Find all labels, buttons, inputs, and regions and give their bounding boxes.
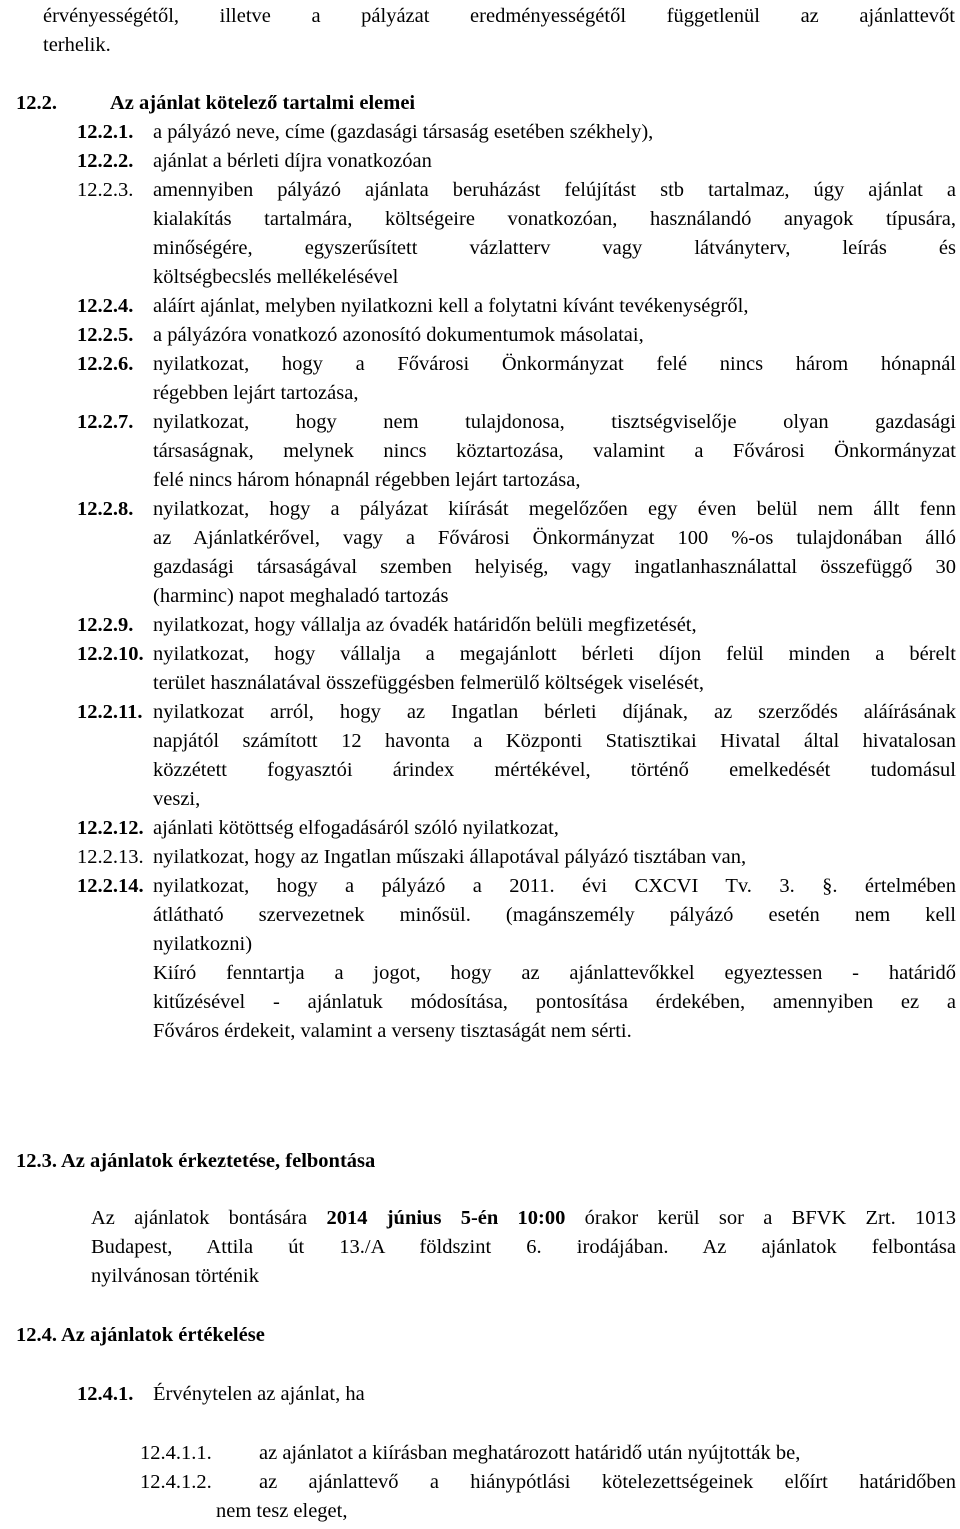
- requirement-number: 12.2.10.: [77, 643, 144, 665]
- requirement-text: [153, 118, 956, 147]
- requirement-text: [153, 350, 956, 408]
- requirement-text-line: nyilatkozat, hogy nem tulajdonosa, tisztségviselője olyan gazdasági: [153, 411, 956, 433]
- opening-date: 2014 június 5-én 10:00: [326, 1207, 566, 1229]
- requirement-text-line: nyilatkozni): [153, 933, 253, 955]
- requirement-text-line: közzétett fogyasztói árindex mértékével, történő emelkedését tudomásul: [153, 759, 956, 781]
- requirement-number: 12.2.7.: [77, 411, 134, 433]
- requirement-text-line: ajánlat a bérleti díjra vonatkozóan: [153, 150, 432, 172]
- item-12-4-1-1-text: az ajánlatot a kiírásban meghatározott határidő után nyújtották be,: [259, 1442, 801, 1464]
- item-12-4-1-2-number: 12.4.1.2.: [140, 1471, 212, 1493]
- section-12-4-1-text: Érvénytelen az ajánlat, ha: [153, 1383, 365, 1405]
- para-post: órakor kerül sor a BFVK Zrt. 1013: [565, 1207, 956, 1229]
- requirement-text: [153, 321, 956, 350]
- requirement-text: [153, 843, 956, 872]
- requirement-text: [153, 408, 956, 495]
- requirement-text-line: nyilatkozat, hogy az Ingatlan műszaki állapotával pályázó tisztában van,: [153, 846, 747, 868]
- requirement-text: [153, 640, 956, 698]
- requirement-number: 12.2.13.: [77, 846, 144, 868]
- requirement-text-line: nyilatkozat, hogy a pályázó a 2011. évi CXCVI Tv. 3. §. értelmében: [153, 875, 956, 897]
- requirement-text: [153, 292, 956, 321]
- requirement-number: 12.2.1.: [77, 121, 134, 143]
- requirement-number: 12.2.4.: [77, 295, 134, 317]
- section-12-2-number: 12.2.: [16, 92, 57, 114]
- requirement-number: 12.2.9.: [77, 614, 134, 636]
- section-12-3-paragraph-line-1: [91, 1204, 956, 1233]
- requirement-text-line: Főváros érdekeit, valamint a verseny tisztaságát nem sérti.: [153, 1020, 632, 1042]
- requirement-text-line: nyilatkozat, hogy a pályázat kiírását megelőzően egy éven belül nem állt fenn: [153, 498, 956, 520]
- requirement-text-line: (harminc) napot meghaladó tartozás: [153, 585, 449, 607]
- para-pre: Az ajánlatok bontására: [91, 1207, 327, 1229]
- requirement-text: [153, 176, 956, 292]
- requirement-text-line: kitűzésével - ajánlatuk módosítása, pontosítása érdekében, amennyiben ez a: [153, 991, 956, 1013]
- requirement-text-line: aláírt ajánlat, melyben nyilatkozni kell a folytatni kívánt tevékenységről,: [153, 295, 749, 317]
- section-12-4-heading: 12.4. Az ajánlatok értékelése: [16, 1324, 265, 1346]
- requirement-text-line: ajánlati kötöttség elfogadásáról szóló nyilatkozat,: [153, 817, 559, 839]
- requirement-number: 12.2.2.: [77, 150, 134, 172]
- requirement-text-line: költségbecslés mellékelésével: [153, 266, 399, 288]
- requirement-text-line: társaságnak, melynek nincs köztartozása, valamint a Fővárosi Önkormányzat: [153, 440, 956, 462]
- requirement-number: 12.2.5.: [77, 324, 134, 346]
- requirement-number: 12.2.14.: [77, 875, 144, 897]
- requirement-text-line: a pályázóra vonatkozó azonosító dokumentumok másolatai,: [153, 324, 644, 346]
- requirement-text-line: nyilatkozat, hogy vállalja a megajánlott bérleti díjon felül minden a bérelt: [153, 643, 956, 665]
- requirement-text-line: nyilatkozat, hogy vállalja az óvadék határidőn belüli megfizetését,: [153, 614, 697, 636]
- section-12-3-paragraph-line-2: Budapest, Attila út 13./A földszint 6. irodájában. Az ajánlatok felbontása: [91, 1236, 956, 1258]
- requirement-text-line: minőségére, egyszerűsített vázlatterv vagy látványterv, leírás és: [153, 237, 956, 259]
- requirement-text: [153, 147, 956, 176]
- requirement-text: [153, 495, 956, 611]
- item-12-4-1-2-text: az ajánlattevő a hiánypótlási kötelezettségeinek előírt határidőben: [259, 1471, 956, 1493]
- requirement-number: 12.2.11.: [77, 701, 143, 723]
- requirement-text-line: felé nincs három hónapnál régebben lejárt tartozása,: [153, 469, 581, 491]
- requirement-number: 12.2.6.: [77, 353, 134, 375]
- requirement-number: 12.2.8.: [77, 498, 134, 520]
- requirement-text: [153, 698, 956, 814]
- requirement-text: [153, 872, 956, 1046]
- requirement-text-line: veszi,: [153, 788, 201, 810]
- requirement-text-line: napjától számított 12 havonta a Központi Statisztikai Hivatal által hivatalosan: [153, 730, 956, 752]
- requirement-text-line: Kiíró fenntartja a jogot, hogy az ajánlattevőkkel egyeztessen - határidő: [153, 962, 956, 984]
- requirement-text: [153, 814, 956, 843]
- requirement-text-line: nyilatkozat arról, hogy az Ingatlan bérleti díjának, az szerződés aláírásának: [153, 701, 956, 723]
- requirement-text-line: terület használatával összefüggésben felmerülő költségek viselését,: [153, 672, 705, 694]
- section-12-3-heading: 12.3. Az ajánlatok érkeztetése, felbontása: [16, 1150, 376, 1172]
- requirement-text: [153, 611, 956, 640]
- section-12-2-heading: Az ajánlat kötelező tartalmi elemei: [110, 92, 416, 114]
- intro-line-1: érvényességétől, illetve a pályázat eredményességétől függetlenül az ajánlattevőt: [43, 5, 955, 27]
- requirement-number: 12.2.3.: [77, 179, 134, 201]
- requirement-text-line: gazdasági társaságával szemben helyiség, vagy ingatlanhasználattal összefüggő 30: [153, 556, 956, 578]
- requirement-text-line: amennyiben pályázó ajánlata beruházást felújítást stb tartalmaz, úgy ajánlat a: [153, 179, 956, 201]
- requirement-text-line: nyilatkozat, hogy a Fővárosi Önkormányzat felé nincs három hónapnál: [153, 353, 956, 375]
- item-12-4-1-1-number: 12.4.1.1.: [140, 1442, 212, 1464]
- requirement-text-line: a pályázó neve, címe (gazdasági társaság esetében székhely),: [153, 121, 654, 143]
- item-12-4-1-2-continuation: nem tesz eleget,: [216, 1500, 348, 1522]
- intro-line-2: terhelik.: [43, 34, 111, 56]
- requirement-text-line: kialakítás tartalmára, költségeire vonatkozóan, használandó anyagok típusára,: [153, 208, 956, 230]
- requirement-text-line: régebben lejárt tartozása,: [153, 382, 359, 404]
- requirement-number: 12.2.12.: [77, 817, 144, 839]
- requirement-text-line: az Ajánlatkérővel, vagy a Fővárosi Önkormányzat 100 %-os tulajdonában álló: [153, 527, 956, 549]
- section-12-4-1-number: 12.4.1.: [77, 1383, 134, 1405]
- section-12-3-paragraph-line-3: nyilvánosan történik: [91, 1265, 259, 1287]
- requirement-text-line: átlátható szervezetnek minősül. (magánszemély pályázó esetén nem kell: [153, 904, 956, 926]
